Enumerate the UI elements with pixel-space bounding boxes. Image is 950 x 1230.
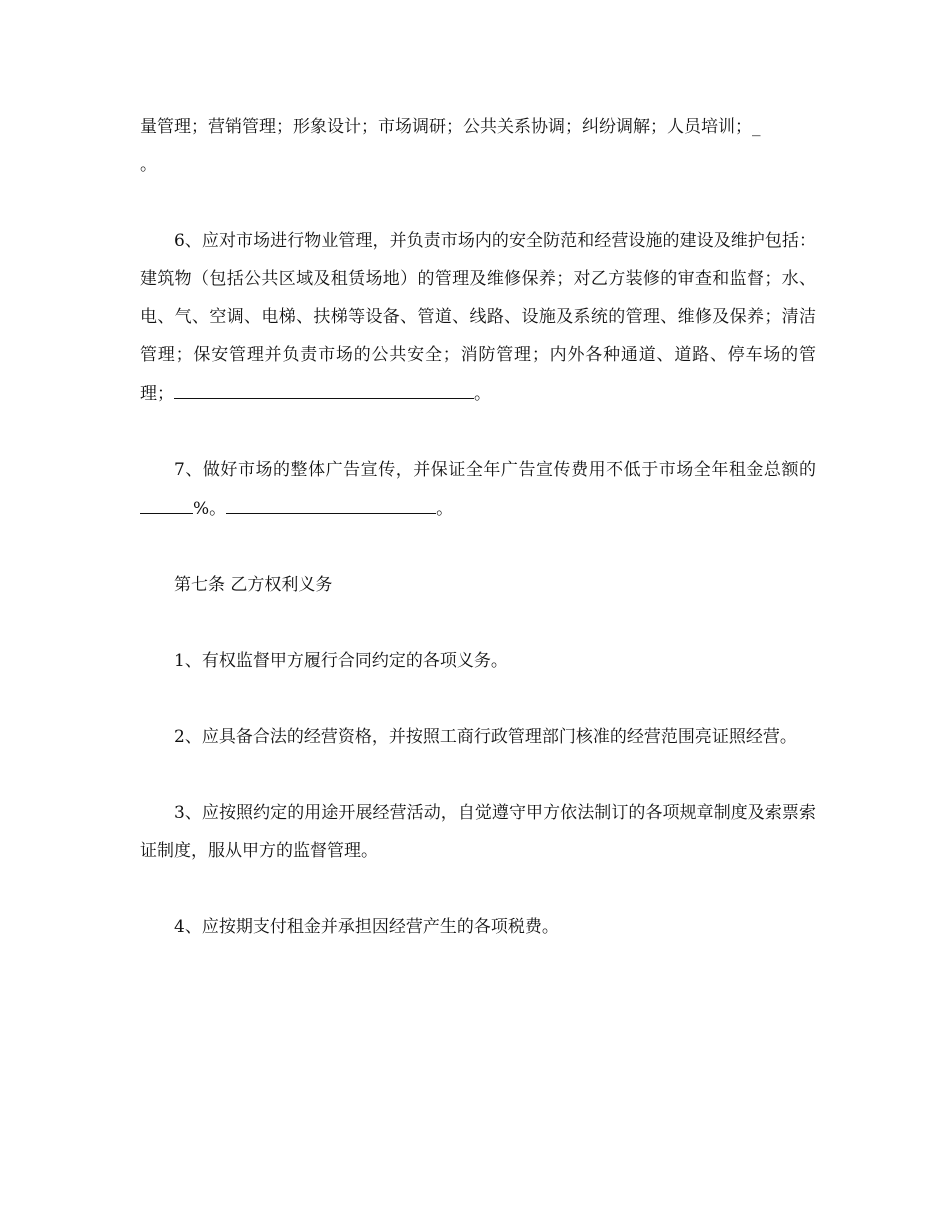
fill-in-blank — [140, 489, 193, 514]
clause-item-7-percent: %。 — [193, 499, 227, 519]
clause-item-6 — [140, 222, 816, 413]
obligation-item-4: 4、应按期支付租金并承担因经营产生的各项税费。 — [174, 917, 559, 937]
clause-item-7-end: 。 — [436, 499, 454, 519]
paragraph-continued-text: 量管理；营销管理；形象设计；市场调研；公共关系协调；纠纷调解；人员培训；_ — [140, 117, 761, 137]
clause-item-7-text: 7、做好市场的整体广告宣传，并保证全年广告宣传费用不低于市场全年租金总额的 — [174, 460, 816, 480]
fill-in-blank — [174, 374, 474, 399]
document-body — [140, 108, 816, 946]
clause-item-7 — [140, 451, 816, 528]
obligation-item-3: 3、应按照约定的用途开展经营活动，自觉遵守甲方依法制订的各项规章制度及索票索证制度，服从甲方的监督管理。 — [140, 803, 816, 861]
obligation-item-1: 1、有权监督甲方履行合同约定的各项义务。 — [174, 651, 508, 671]
fill-in-blank — [226, 489, 436, 514]
article-7-heading: 第七条 乙方权利义务 — [174, 575, 333, 595]
obligation-item-2: 2、应具备合法的经营资格，并按照工商行政管理部门核准的经营范围亮证照经营。 — [174, 727, 797, 747]
clause-item-6-text: 6、应对市场进行物业管理，并负责市场内的安全防范和经营设施的建设及维护包括：建筑物（包括公共区域及租赁场地）的管理及维修保养；对乙方装修的审查和监督；水、电、气、空调、电梯、扶梯等设备、管道、线路、设施及系统的管理、维修及保养；清洁管理；保安管理并负责市场的公共安全；消防管理；内外各种通道、道路、停车场的管理； — [140, 231, 816, 404]
paragraph-continued-end: 。 — [140, 155, 157, 175]
clause-item-6-end: 。 — [474, 384, 491, 404]
paragraph-continued — [140, 108, 816, 184]
